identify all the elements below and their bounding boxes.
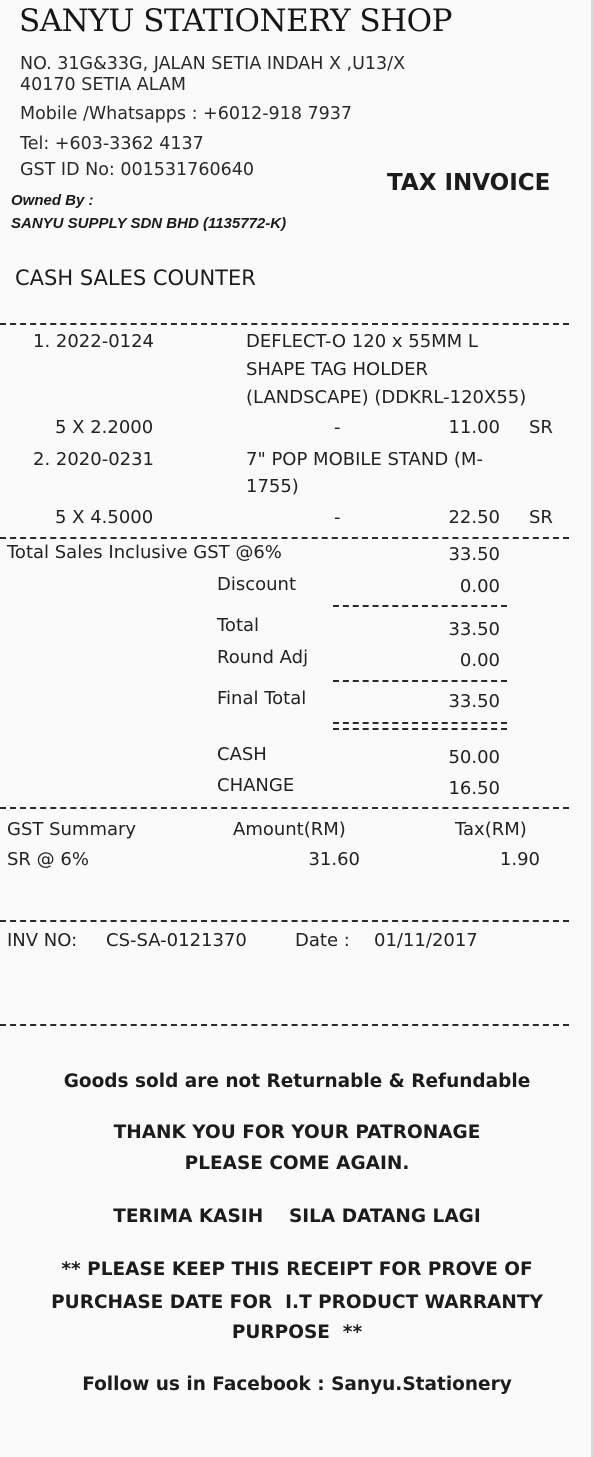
gst-amount-header: Amount(RM) <box>233 819 346 840</box>
round-adj-label: Round Adj <box>217 647 309 668</box>
final-total-value: 33.50 <box>448 691 500 712</box>
item-1-tax-code: SR <box>529 417 553 438</box>
item-1-desc-line2: SHAPE TAG HOLDER <box>246 359 428 380</box>
footer-warranty-line3: PURPOSE ** <box>231 1322 363 1343</box>
shop-address-line2: 40170 SETIA ALAM <box>20 75 186 95</box>
invoice-date-label: Date : <box>295 930 350 951</box>
discount-value: 0.00 <box>459 576 500 597</box>
double-divider <box>333 728 507 730</box>
owned-by-label: Owned By : <box>11 192 94 209</box>
footer-return-policy: Goods sold are not Returnable & Refundable <box>63 1071 531 1092</box>
item-2-amount: 22.50 <box>448 507 500 528</box>
shop-mobile: Mobile /Whatsapps : +6012-918 7937 <box>20 104 353 124</box>
final-total-label: Final Total <box>217 688 307 709</box>
item-2-tax-code: SR <box>529 507 553 528</box>
item-2-desc-line2: 1755) <box>246 476 299 497</box>
item-1-discount: - <box>334 417 341 438</box>
item-1-desc-line1: DEFLECT-O 120 x 55MM L <box>246 331 478 352</box>
item-2-desc-line1: 7" POP MOBILE STAND (M- <box>246 449 483 470</box>
total-label: Total <box>217 615 260 636</box>
cash-value: 50.00 <box>448 747 500 768</box>
gst-row-label: SR @ 6% <box>7 849 89 870</box>
divider <box>0 920 569 922</box>
shop-name: SANYU STATIONERY SHOP <box>19 3 452 39</box>
divider <box>333 605 507 607</box>
shop-tel: Tel: +603-3362 4137 <box>20 134 204 154</box>
footer-facebook: Follow us in Facebook : Sanyu.Stationery <box>82 1374 512 1395</box>
gst-row-tax: 1.90 <box>499 849 540 870</box>
item-2-code: 2. 2020-0231 <box>33 449 155 470</box>
divider <box>0 1024 569 1026</box>
divider <box>0 323 569 325</box>
shop-address-line1: NO. 31G&33G, JALAN SETIA INDAH X ,U13/X <box>20 54 406 74</box>
document-title: TAX INVOICE <box>387 170 551 196</box>
divider <box>333 680 507 682</box>
item-1-amount: 11.00 <box>448 417 500 438</box>
footer-thank-you: THANK YOU FOR YOUR PATRONAGE <box>113 1122 481 1143</box>
item-1-code: 1. 2022-0124 <box>33 331 155 352</box>
cash-label: CASH <box>217 744 267 765</box>
gst-summary-label: GST Summary <box>7 819 137 840</box>
shop-gst-id: GST ID No: 001531760640 <box>20 160 254 180</box>
round-adj-value: 0.00 <box>459 650 500 671</box>
divider <box>0 537 569 539</box>
discount-label: Discount <box>217 574 297 595</box>
footer-warranty-line2: PURCHASE DATE FOR I.T PRODUCT WARRANTY <box>51 1292 543 1313</box>
total-value: 33.50 <box>448 619 500 640</box>
owned-by-company: SANYU SUPPLY SDN BHD (1135772-K) <box>11 215 287 232</box>
item-2-discount: - <box>334 507 341 528</box>
counter-label: CASH SALES COUNTER <box>15 266 256 290</box>
double-divider <box>333 722 507 724</box>
invoice-number-label: INV NO: <box>7 930 78 951</box>
total-sales-value: 33.50 <box>448 544 500 565</box>
gst-tax-header: Tax(RM) <box>455 819 527 840</box>
footer-warranty-line1: ** PLEASE KEEP THIS RECEIPT FOR PROVE OF <box>61 1259 533 1280</box>
item-1-desc-line3: (LANDSCAPE) (DDKRL-120X55) <box>246 387 527 408</box>
footer-malay-thanks: TERIMA KASIH SILA DATANG LAGI <box>113 1206 481 1227</box>
change-label: CHANGE <box>217 775 295 796</box>
invoice-date: 01/11/2017 <box>374 930 478 951</box>
divider <box>0 807 569 809</box>
item-2-qty-price: 5 X 4.5000 <box>55 507 154 528</box>
gst-row-amount: 31.60 <box>308 849 360 870</box>
item-1-qty-price: 5 X 2.2000 <box>55 417 154 438</box>
invoice-number: CS-SA-0121370 <box>106 930 247 951</box>
total-sales-label: Total Sales Inclusive GST @6% <box>7 542 282 563</box>
change-value: 16.50 <box>448 778 500 799</box>
footer-come-again: PLEASE COME AGAIN. <box>184 1153 410 1174</box>
